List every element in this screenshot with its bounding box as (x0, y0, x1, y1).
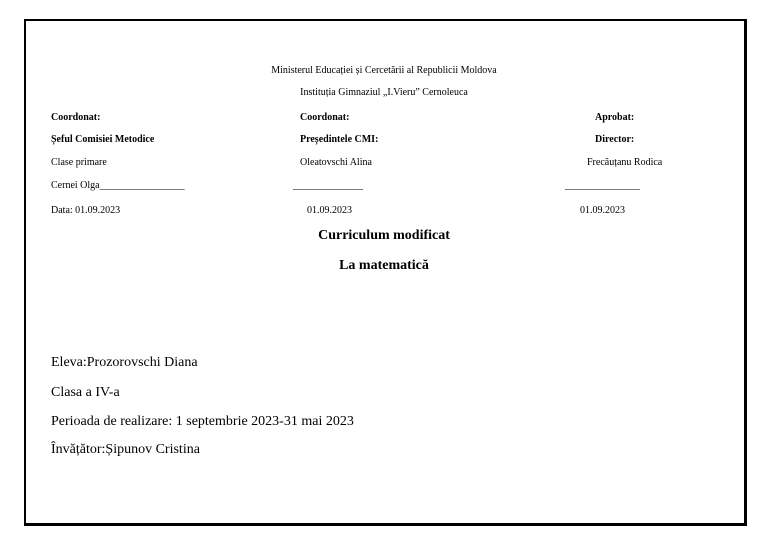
right-role: Director: (595, 134, 635, 145)
institution-name: Instituția Gimnaziul „I.Vieru” Cernoleuca (300, 87, 468, 98)
right-date: 01.09.2023 (580, 205, 625, 216)
ministry-name: Ministerul Educației și Cercetării al Republicii Moldova (271, 65, 497, 76)
class-name: Clasa a IV-a (51, 385, 120, 400)
realization-period: Perioada de realizare: 1 septembrie 2023-31 mai 2023 (51, 414, 354, 429)
left-coordonat-heading: Coordonat: (51, 112, 101, 123)
right-aprobat-heading: Aprobat: (595, 112, 635, 123)
left-role: Șeful Comisiei Metodice (51, 134, 155, 145)
right-signature-line: _______________ (565, 180, 640, 191)
document-title: Curriculum modificat (318, 228, 450, 243)
left-group: Clase primare (51, 157, 107, 168)
student-name: Eleva:Prozorovschi Diana (51, 355, 198, 370)
middle-name: Oleatovschi Alina (300, 157, 372, 168)
middle-coordonat-heading: Coordonat: (300, 112, 350, 123)
middle-role: Președintele CMI: (300, 134, 379, 145)
left-signature-line: Cernei Olga_________________ (51, 180, 185, 191)
teacher-name: Învățător:Șipunov Cristina (51, 442, 200, 457)
right-name: Frecăuțanu Rodica (587, 157, 663, 168)
left-date: Data: 01.09.2023 (51, 205, 121, 216)
middle-date: 01.09.2023 (307, 205, 352, 216)
middle-signature-line: ______________ (293, 180, 363, 191)
document-subtitle: La matematică (339, 258, 429, 273)
